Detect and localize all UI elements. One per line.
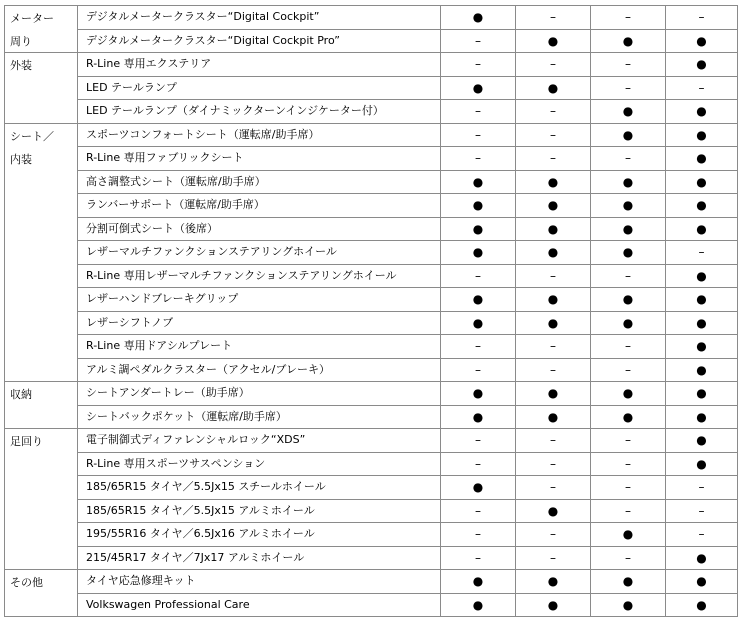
feature-name: R-Line 専用スポーツサスペンション bbox=[78, 452, 441, 476]
feature-name: Volkswagen Professional Care bbox=[78, 593, 441, 617]
availability-mark-grade-1: ● bbox=[441, 241, 516, 265]
equipment-table-body bbox=[5, 6, 738, 617]
table-row bbox=[5, 29, 738, 53]
availability-mark-grade-3: ● bbox=[591, 241, 666, 265]
category-cell bbox=[5, 76, 78, 100]
category-cell bbox=[5, 241, 78, 265]
category-cell bbox=[5, 194, 78, 218]
availability-mark-grade-4: – bbox=[666, 476, 738, 500]
availability-mark-grade-1: ● bbox=[441, 170, 516, 194]
category-cell: 外装 bbox=[5, 53, 78, 77]
table-row bbox=[5, 593, 738, 617]
availability-mark-grade-3: – bbox=[591, 429, 666, 453]
availability-mark-grade-2: – bbox=[516, 476, 591, 500]
availability-mark-grade-1: – bbox=[441, 147, 516, 171]
availability-mark-grade-4: – bbox=[666, 523, 738, 547]
availability-mark-grade-3: ● bbox=[591, 123, 666, 147]
availability-mark-grade-3: – bbox=[591, 76, 666, 100]
availability-mark-grade-4: ● bbox=[666, 382, 738, 406]
category-cell: その他 bbox=[5, 570, 78, 594]
table-row bbox=[5, 523, 738, 547]
category-cell bbox=[5, 523, 78, 547]
category-cell bbox=[5, 476, 78, 500]
availability-mark-grade-3: – bbox=[591, 358, 666, 382]
table-row bbox=[5, 499, 738, 523]
category-cell: シート／ bbox=[5, 123, 78, 147]
feature-name: デジタルメータークラスター“Digital Cockpit” bbox=[78, 6, 441, 30]
availability-mark-grade-3: ● bbox=[591, 194, 666, 218]
availability-mark-grade-2: ● bbox=[516, 593, 591, 617]
table-row bbox=[5, 53, 738, 77]
table-row bbox=[5, 100, 738, 124]
availability-mark-grade-3: – bbox=[591, 6, 666, 30]
availability-mark-grade-2: – bbox=[516, 452, 591, 476]
table-row bbox=[5, 6, 738, 30]
table-row bbox=[5, 76, 738, 100]
availability-mark-grade-3: ● bbox=[591, 217, 666, 241]
availability-mark-grade-2: – bbox=[516, 100, 591, 124]
availability-mark-grade-1: – bbox=[441, 429, 516, 453]
availability-mark-grade-1: ● bbox=[441, 76, 516, 100]
availability-mark-grade-4: ● bbox=[666, 170, 738, 194]
availability-mark-grade-4: ● bbox=[666, 452, 738, 476]
table-row bbox=[5, 335, 738, 359]
availability-mark-grade-2: ● bbox=[516, 217, 591, 241]
availability-mark-grade-4: – bbox=[666, 241, 738, 265]
category-cell bbox=[5, 358, 78, 382]
availability-mark-grade-1: – bbox=[441, 29, 516, 53]
feature-name: R-Line 専用ドアシルプレート bbox=[78, 335, 441, 359]
table-row bbox=[5, 147, 738, 171]
availability-mark-grade-1: – bbox=[441, 523, 516, 547]
availability-mark-grade-1: ● bbox=[441, 194, 516, 218]
feature-name: シートアンダートレー（助手席） bbox=[78, 382, 441, 406]
feature-name: アルミ調ペダルクラスター（アクセル/ブレーキ） bbox=[78, 358, 441, 382]
availability-mark-grade-2: – bbox=[516, 523, 591, 547]
availability-mark-grade-1: – bbox=[441, 358, 516, 382]
availability-mark-grade-3: ● bbox=[591, 382, 666, 406]
availability-mark-grade-2: – bbox=[516, 123, 591, 147]
availability-mark-grade-1: – bbox=[441, 123, 516, 147]
feature-name: 電子制御式ディファレンシャルロック“XDS” bbox=[78, 429, 441, 453]
category-cell bbox=[5, 593, 78, 617]
category-cell bbox=[5, 264, 78, 288]
availability-mark-grade-3: – bbox=[591, 452, 666, 476]
availability-mark-grade-2: – bbox=[516, 147, 591, 171]
availability-mark-grade-2: ● bbox=[516, 288, 591, 312]
availability-mark-grade-4: ● bbox=[666, 570, 738, 594]
equipment-table bbox=[4, 5, 738, 617]
feature-name: R-Line 専用レザーマルチファンクションステアリングホイール bbox=[78, 264, 441, 288]
feature-name: R-Line 専用ファブリックシート bbox=[78, 147, 441, 171]
availability-mark-grade-1: ● bbox=[441, 570, 516, 594]
availability-mark-grade-1: – bbox=[441, 264, 516, 288]
availability-mark-grade-1: ● bbox=[441, 593, 516, 617]
availability-mark-grade-2: ● bbox=[516, 76, 591, 100]
availability-mark-grade-3: – bbox=[591, 264, 666, 288]
availability-mark-grade-3: ● bbox=[591, 311, 666, 335]
availability-mark-grade-4: ● bbox=[666, 123, 738, 147]
availability-mark-grade-1: ● bbox=[441, 217, 516, 241]
availability-mark-grade-3: ● bbox=[591, 593, 666, 617]
feature-name: R-Line 専用エクステリア bbox=[78, 53, 441, 77]
availability-mark-grade-1: ● bbox=[441, 6, 516, 30]
table-row bbox=[5, 123, 738, 147]
availability-mark-grade-4: ● bbox=[666, 147, 738, 171]
feature-name: 185/65R15 タイヤ／5.5Jx15 アルミホイール bbox=[78, 499, 441, 523]
table-row bbox=[5, 546, 738, 570]
feature-name: LED テールランプ bbox=[78, 76, 441, 100]
availability-mark-grade-1: ● bbox=[441, 382, 516, 406]
table-row bbox=[5, 429, 738, 453]
availability-mark-grade-2: ● bbox=[516, 382, 591, 406]
availability-mark-grade-4: ● bbox=[666, 311, 738, 335]
availability-mark-grade-1: ● bbox=[441, 476, 516, 500]
availability-mark-grade-2: ● bbox=[516, 570, 591, 594]
category-cell: 収納 bbox=[5, 382, 78, 406]
availability-mark-grade-3: ● bbox=[591, 29, 666, 53]
availability-mark-grade-4: – bbox=[666, 499, 738, 523]
table-row bbox=[5, 405, 738, 429]
availability-mark-grade-2: ● bbox=[516, 311, 591, 335]
category-cell bbox=[5, 288, 78, 312]
availability-mark-grade-2: ● bbox=[516, 29, 591, 53]
availability-mark-grade-2: ● bbox=[516, 405, 591, 429]
category-cell: 内装 bbox=[5, 147, 78, 171]
availability-mark-grade-2: ● bbox=[516, 170, 591, 194]
feature-name: レザーハンドブレーキグリップ bbox=[78, 288, 441, 312]
availability-mark-grade-4: – bbox=[666, 76, 738, 100]
availability-mark-grade-4: ● bbox=[666, 335, 738, 359]
table-row bbox=[5, 217, 738, 241]
availability-mark-grade-1: – bbox=[441, 546, 516, 570]
availability-mark-grade-2: – bbox=[516, 335, 591, 359]
availability-mark-grade-4: ● bbox=[666, 546, 738, 570]
availability-mark-grade-4: ● bbox=[666, 264, 738, 288]
category-cell bbox=[5, 170, 78, 194]
feature-name: レザーマルチファンクションステアリングホイール bbox=[78, 241, 441, 265]
availability-mark-grade-1: – bbox=[441, 335, 516, 359]
availability-mark-grade-4: – bbox=[666, 6, 738, 30]
availability-mark-grade-4: ● bbox=[666, 593, 738, 617]
table-row bbox=[5, 311, 738, 335]
availability-mark-grade-2: – bbox=[516, 6, 591, 30]
availability-mark-grade-2: ● bbox=[516, 499, 591, 523]
feature-name: 195/55R16 タイヤ／6.5Jx16 アルミホイール bbox=[78, 523, 441, 547]
availability-mark-grade-1: – bbox=[441, 452, 516, 476]
availability-mark-grade-4: ● bbox=[666, 358, 738, 382]
availability-mark-grade-2: – bbox=[516, 546, 591, 570]
category-cell bbox=[5, 311, 78, 335]
availability-mark-grade-3: ● bbox=[591, 523, 666, 547]
table-row bbox=[5, 382, 738, 406]
feature-name: デジタルメータークラスター“Digital Cockpit Pro” bbox=[78, 29, 441, 53]
availability-mark-grade-2: – bbox=[516, 264, 591, 288]
table-row bbox=[5, 170, 738, 194]
availability-mark-grade-1: – bbox=[441, 499, 516, 523]
table-row bbox=[5, 288, 738, 312]
feature-name: 高さ調整式シート（運転席/助手席） bbox=[78, 170, 441, 194]
availability-mark-grade-3: ● bbox=[591, 100, 666, 124]
availability-mark-grade-3: – bbox=[591, 335, 666, 359]
table-row bbox=[5, 452, 738, 476]
availability-mark-grade-3: – bbox=[591, 499, 666, 523]
table-row bbox=[5, 476, 738, 500]
feature-name: スポーツコンフォートシート（運転席/助手席） bbox=[78, 123, 441, 147]
table-row bbox=[5, 241, 738, 265]
availability-mark-grade-3: – bbox=[591, 546, 666, 570]
feature-name: シートバックポケット（運転席/助手席） bbox=[78, 405, 441, 429]
availability-mark-grade-3: ● bbox=[591, 405, 666, 429]
availability-mark-grade-4: ● bbox=[666, 194, 738, 218]
feature-name: タイヤ応急修理キット bbox=[78, 570, 441, 594]
availability-mark-grade-1: ● bbox=[441, 405, 516, 429]
availability-mark-grade-2: – bbox=[516, 358, 591, 382]
availability-mark-grade-4: ● bbox=[666, 288, 738, 312]
availability-mark-grade-3: ● bbox=[591, 170, 666, 194]
feature-name: LED テールランプ（ダイナミックターンインジケーター付） bbox=[78, 100, 441, 124]
availability-mark-grade-2: – bbox=[516, 429, 591, 453]
availability-mark-grade-1: ● bbox=[441, 288, 516, 312]
availability-mark-grade-2: ● bbox=[516, 241, 591, 265]
category-cell bbox=[5, 100, 78, 124]
availability-mark-grade-4: ● bbox=[666, 53, 738, 77]
table-row bbox=[5, 358, 738, 382]
feature-name: 215/45R17 タイヤ／7Jx17 アルミホイール bbox=[78, 546, 441, 570]
availability-mark-grade-4: ● bbox=[666, 29, 738, 53]
feature-name: ランバーサポート（運転席/助手席） bbox=[78, 194, 441, 218]
table-row bbox=[5, 570, 738, 594]
table-row bbox=[5, 264, 738, 288]
availability-mark-grade-4: ● bbox=[666, 217, 738, 241]
availability-mark-grade-3: – bbox=[591, 53, 666, 77]
category-cell bbox=[5, 546, 78, 570]
availability-mark-grade-4: ● bbox=[666, 100, 738, 124]
availability-mark-grade-3: ● bbox=[591, 288, 666, 312]
feature-name: 185/65R15 タイヤ／5.5Jx15 スチールホイール bbox=[78, 476, 441, 500]
availability-mark-grade-3: – bbox=[591, 147, 666, 171]
availability-mark-grade-3: ● bbox=[591, 570, 666, 594]
availability-mark-grade-2: – bbox=[516, 53, 591, 77]
category-cell bbox=[5, 217, 78, 241]
category-cell bbox=[5, 335, 78, 359]
availability-mark-grade-4: ● bbox=[666, 405, 738, 429]
availability-mark-grade-1: – bbox=[441, 100, 516, 124]
availability-mark-grade-4: ● bbox=[666, 429, 738, 453]
availability-mark-grade-2: ● bbox=[516, 194, 591, 218]
feature-name: 分割可倒式シート（後席） bbox=[78, 217, 441, 241]
category-cell bbox=[5, 405, 78, 429]
availability-mark-grade-3: – bbox=[591, 476, 666, 500]
category-cell bbox=[5, 499, 78, 523]
table-row bbox=[5, 194, 738, 218]
category-cell bbox=[5, 452, 78, 476]
availability-mark-grade-1: – bbox=[441, 53, 516, 77]
category-cell: 周り bbox=[5, 29, 78, 53]
feature-name: レザーシフトノブ bbox=[78, 311, 441, 335]
availability-mark-grade-1: ● bbox=[441, 311, 516, 335]
category-cell: 足回り bbox=[5, 429, 78, 453]
category-cell: メーター bbox=[5, 6, 78, 30]
